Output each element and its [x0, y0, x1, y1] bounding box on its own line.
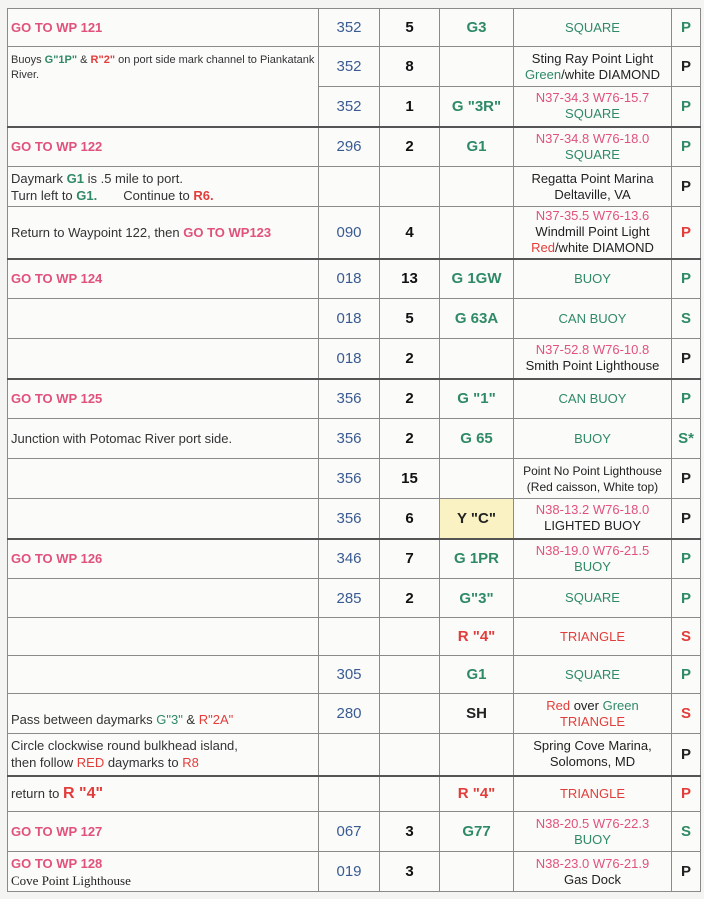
- note-cell: [8, 499, 319, 539]
- heading-cell: 090: [319, 207, 380, 259]
- heading-cell: 285: [319, 579, 380, 618]
- info-cell: Sting Ray Point Light Green/white DIAMOND: [514, 47, 672, 87]
- mark-cell: [440, 459, 514, 499]
- distance-cell: 3: [380, 852, 440, 892]
- note-cell: Daymark G1 is .5 mile to port. Turn left to G1. Continue to R6.: [8, 167, 319, 207]
- heading-cell: 356: [319, 379, 380, 419]
- waypoint-cell: GO TO WP 125: [8, 379, 319, 419]
- side-cell: S*: [672, 419, 701, 459]
- info-cell: SQUARE: [514, 656, 672, 694]
- heading-cell: 018: [319, 259, 380, 299]
- info-cell: Red over Green TRIANGLE: [514, 694, 672, 734]
- side-cell: P: [672, 207, 701, 259]
- heading-cell: 018: [319, 299, 380, 339]
- side-cell: P: [672, 499, 701, 539]
- side-cell: S: [672, 618, 701, 656]
- distance-cell: 2: [380, 339, 440, 379]
- distance-cell: 1: [380, 87, 440, 127]
- table-row: [8, 47, 701, 87]
- mark-cell: [440, 167, 514, 207]
- info-cell: SQUARE: [514, 579, 672, 618]
- table-row: [8, 207, 701, 259]
- mark-cell: G 1PR: [440, 539, 514, 579]
- side-cell: P: [672, 47, 701, 87]
- info-cell: N37-34.3 W76-15.7 SQUARE: [514, 87, 672, 127]
- table-row: [8, 539, 701, 579]
- mark-cell: R "4": [440, 618, 514, 656]
- info-cell: N37-35.5 W76-13.6 Windmill Point Light Red/white DIAMOND: [514, 207, 672, 259]
- distance-cell: [380, 776, 440, 812]
- distance-cell: 3: [380, 812, 440, 852]
- side-cell: P: [672, 167, 701, 207]
- table-row: [8, 259, 701, 299]
- side-cell: S: [672, 694, 701, 734]
- note-cell: [8, 656, 319, 694]
- table-row: [8, 339, 701, 379]
- distance-cell: 6: [380, 499, 440, 539]
- waypoint-cell: GO TO WP 126: [8, 539, 319, 579]
- distance-cell: 5: [380, 299, 440, 339]
- heading-cell: 346: [319, 539, 380, 579]
- side-cell: P: [672, 87, 701, 127]
- table-row: [8, 812, 701, 852]
- mark-cell: Y "C": [440, 499, 514, 539]
- table-row: [8, 379, 701, 419]
- info-cell: N37-52.8 W76-10.8 Smith Point Lighthouse: [514, 339, 672, 379]
- distance-cell: 8: [380, 47, 440, 87]
- info-cell: Point No Point Lighthouse (Red caisson, White top): [514, 459, 672, 499]
- note-cell: [8, 299, 319, 339]
- note-cell: [8, 618, 319, 656]
- info-cell: SQUARE: [514, 9, 672, 47]
- table-row: [8, 167, 701, 207]
- mark-cell: G3: [440, 9, 514, 47]
- note-cell: Return to Waypoint 122, then GO TO WP123: [8, 207, 319, 259]
- mark-cell: G1: [440, 656, 514, 694]
- waypoint-cell: GO TO WP 124: [8, 259, 319, 299]
- info-cell: N38-20.5 W76-22.3 BUOY: [514, 812, 672, 852]
- heading-cell: 280: [319, 694, 380, 734]
- note-cell: [8, 339, 319, 379]
- mark-cell: [440, 339, 514, 379]
- table-row: [8, 419, 701, 459]
- table-row: [8, 579, 701, 618]
- heading-cell: [319, 776, 380, 812]
- heading-cell: 352: [319, 9, 380, 47]
- table-row: [8, 499, 701, 539]
- info-cell: N38-19.0 W76-21.5 BUOY: [514, 539, 672, 579]
- mark-cell: [440, 47, 514, 87]
- note-cell: Junction with Potomac River port side.: [8, 419, 319, 459]
- mark-cell: G "3R": [440, 87, 514, 127]
- side-cell: S: [672, 299, 701, 339]
- distance-cell: [380, 167, 440, 207]
- info-cell: Regatta Point Marina Deltaville, VA: [514, 167, 672, 207]
- heading-cell: 296: [319, 127, 380, 167]
- mark-cell: G 1GW: [440, 259, 514, 299]
- table-row: [8, 299, 701, 339]
- heading-cell: [319, 167, 380, 207]
- info-cell: Spring Cove Marina, Solomons, MD: [514, 734, 672, 776]
- table-row: [8, 734, 701, 776]
- heading-cell: 356: [319, 419, 380, 459]
- distance-cell: 2: [380, 379, 440, 419]
- waypoint-cell: GO TO WP 121: [8, 9, 319, 47]
- table-row: [8, 694, 701, 734]
- heading-cell: 018: [319, 339, 380, 379]
- info-cell: BUOY: [514, 259, 672, 299]
- side-cell: P: [672, 9, 701, 47]
- info-cell: N38-23.0 W76-21.9 Gas Dock: [514, 852, 672, 892]
- info-cell: N37-34.8 W76-18.0 SQUARE: [514, 127, 672, 167]
- mark-cell: [440, 207, 514, 259]
- mark-cell: G"3": [440, 579, 514, 618]
- side-cell: P: [672, 379, 701, 419]
- mark-cell: SH: [440, 694, 514, 734]
- info-cell: BUOY: [514, 419, 672, 459]
- table-row: [8, 776, 701, 812]
- heading-cell: 305: [319, 656, 380, 694]
- distance-cell: 2: [380, 579, 440, 618]
- side-cell: P: [672, 852, 701, 892]
- waypoint-cell: GO TO WP 127: [8, 812, 319, 852]
- distance-cell: 2: [380, 419, 440, 459]
- mark-cell: [440, 852, 514, 892]
- side-cell: P: [672, 579, 701, 618]
- waypoint-table: [7, 8, 701, 892]
- info-cell: TRIANGLE: [514, 776, 672, 812]
- info-cell: CAN BUOY: [514, 299, 672, 339]
- mark-cell: R "4": [440, 776, 514, 812]
- info-cell: TRIANGLE: [514, 618, 672, 656]
- side-cell: P: [672, 339, 701, 379]
- side-cell: P: [672, 127, 701, 167]
- route-sheet: [7, 8, 700, 892]
- note-cell: Pass between daymarks G"3" & R"2A": [8, 694, 319, 734]
- heading-cell: 356: [319, 459, 380, 499]
- side-cell: P: [672, 259, 701, 299]
- table-row: [8, 852, 701, 892]
- table-row: [8, 656, 701, 694]
- mark-cell: G 65: [440, 419, 514, 459]
- note-cell: Buoys G"1P" & R"2" on port side mark channel to Piankatank River.: [8, 47, 319, 127]
- note-cell: Circle clockwise round bulkhead island, then follow RED daymarks to R8: [8, 734, 319, 776]
- heading-cell: 067: [319, 812, 380, 852]
- table-row: [8, 127, 701, 167]
- mark-cell: [440, 734, 514, 776]
- waypoint-cell: GO TO WP 122: [8, 127, 319, 167]
- distance-cell: 2: [380, 127, 440, 167]
- side-cell: P: [672, 734, 701, 776]
- heading-cell: 352: [319, 47, 380, 87]
- distance-cell: [380, 694, 440, 734]
- side-cell: P: [672, 776, 701, 812]
- table-row: [8, 618, 701, 656]
- distance-cell: [380, 656, 440, 694]
- distance-cell: 4: [380, 207, 440, 259]
- mark-cell: G 63A: [440, 299, 514, 339]
- distance-cell: [380, 734, 440, 776]
- note-cell: [8, 579, 319, 618]
- heading-cell: 019: [319, 852, 380, 892]
- distance-cell: 7: [380, 539, 440, 579]
- mark-cell: G77: [440, 812, 514, 852]
- table-row: [8, 9, 701, 47]
- distance-cell: 5: [380, 9, 440, 47]
- distance-cell: 13: [380, 259, 440, 299]
- side-cell: P: [672, 656, 701, 694]
- info-cell: CAN BUOY: [514, 379, 672, 419]
- side-cell: P: [672, 539, 701, 579]
- heading-cell: 352: [319, 87, 380, 127]
- info-cell: N38-13.2 W76-18.0 LIGHTED BUOY: [514, 499, 672, 539]
- note-cell: [8, 459, 319, 499]
- mark-cell: G "1": [440, 379, 514, 419]
- note-cell: return to R "4": [8, 776, 319, 812]
- mark-cell: G1: [440, 127, 514, 167]
- waypoint-cell: GO TO WP 128 Cove Point Lighthouse: [8, 852, 319, 892]
- distance-cell: 15: [380, 459, 440, 499]
- side-cell: P: [672, 459, 701, 499]
- table-row: [8, 459, 701, 499]
- heading-cell: [319, 618, 380, 656]
- side-cell: S: [672, 812, 701, 852]
- heading-cell: 356: [319, 499, 380, 539]
- distance-cell: [380, 618, 440, 656]
- heading-cell: [319, 734, 380, 776]
